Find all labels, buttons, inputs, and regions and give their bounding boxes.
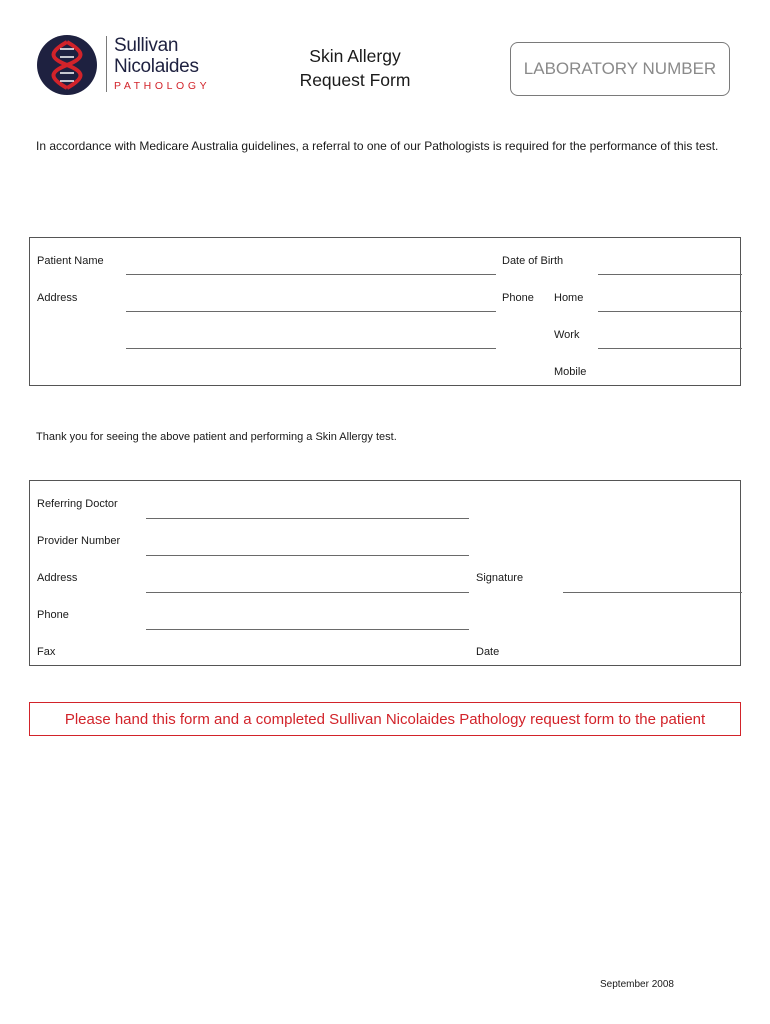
patient-address-label: Address <box>37 292 78 304</box>
date-of-birth-label: Date of Birth <box>502 255 564 267</box>
company-logo <box>36 34 216 98</box>
phone-mobile-label: Mobile <box>554 366 587 378</box>
doctor-phone-field[interactable] <box>146 629 469 630</box>
form-title-line1: Skin Allergy <box>309 46 401 66</box>
logo-tagline: PATHOLOGY <box>114 80 211 92</box>
phone-home-label: Home <box>554 292 584 304</box>
logo-name-line1: Sullivan <box>114 35 179 56</box>
form-title <box>270 44 440 92</box>
signature-field[interactable] <box>563 592 742 593</box>
patient-name-label: Patient Name <box>37 255 104 267</box>
date-of-birth-field[interactable] <box>598 274 742 275</box>
phone-work-field[interactable] <box>598 348 742 349</box>
laboratory-number-box[interactable] <box>510 42 730 96</box>
patient-address-field-2[interactable] <box>126 348 496 349</box>
notice-box <box>29 702 741 736</box>
doctor-address-field[interactable] <box>146 592 469 593</box>
laboratory-number-label: LABORATORY NUMBER <box>523 59 717 78</box>
dna-helix-icon <box>36 34 98 96</box>
referring-doctor-label: Referring Doctor <box>37 498 118 510</box>
logo-divider <box>106 36 107 92</box>
doctor-phone-label: Phone <box>37 609 69 621</box>
logo-name-line2: Nicolaides <box>114 56 199 77</box>
provider-number-label: Provider Number <box>37 535 121 547</box>
patient-details-panel <box>29 237 741 386</box>
doctor-address-label: Address <box>37 572 78 584</box>
patient-address-field-1[interactable] <box>126 311 496 312</box>
provider-number-field[interactable] <box>146 555 469 556</box>
phone-work-label: Work <box>554 329 580 341</box>
doctor-fax-label: Fax <box>37 646 56 658</box>
thanks-text: Thank you for seeing the above patient and performing a Skin Allergy test. <box>36 431 397 443</box>
referring-doctor-panel <box>29 480 741 666</box>
form-title-line2: Request Form <box>299 70 411 90</box>
signature-label: Signature <box>476 572 524 584</box>
footer-date: September 2008 <box>600 979 674 990</box>
notice-text: Please hand this form and a completed Sullivan Nicolaides Pathology request form to the patient <box>64 711 706 728</box>
patient-name-field[interactable] <box>126 274 496 275</box>
date-label: Date <box>476 646 500 658</box>
intro-text: In accordance with Medicare Australia guidelines, a referral to one of our Pathologists is required for the performance of this test. <box>36 139 719 153</box>
phone-label: Phone <box>502 292 534 304</box>
phone-home-field[interactable] <box>598 311 742 312</box>
referring-doctor-field[interactable] <box>146 518 469 519</box>
